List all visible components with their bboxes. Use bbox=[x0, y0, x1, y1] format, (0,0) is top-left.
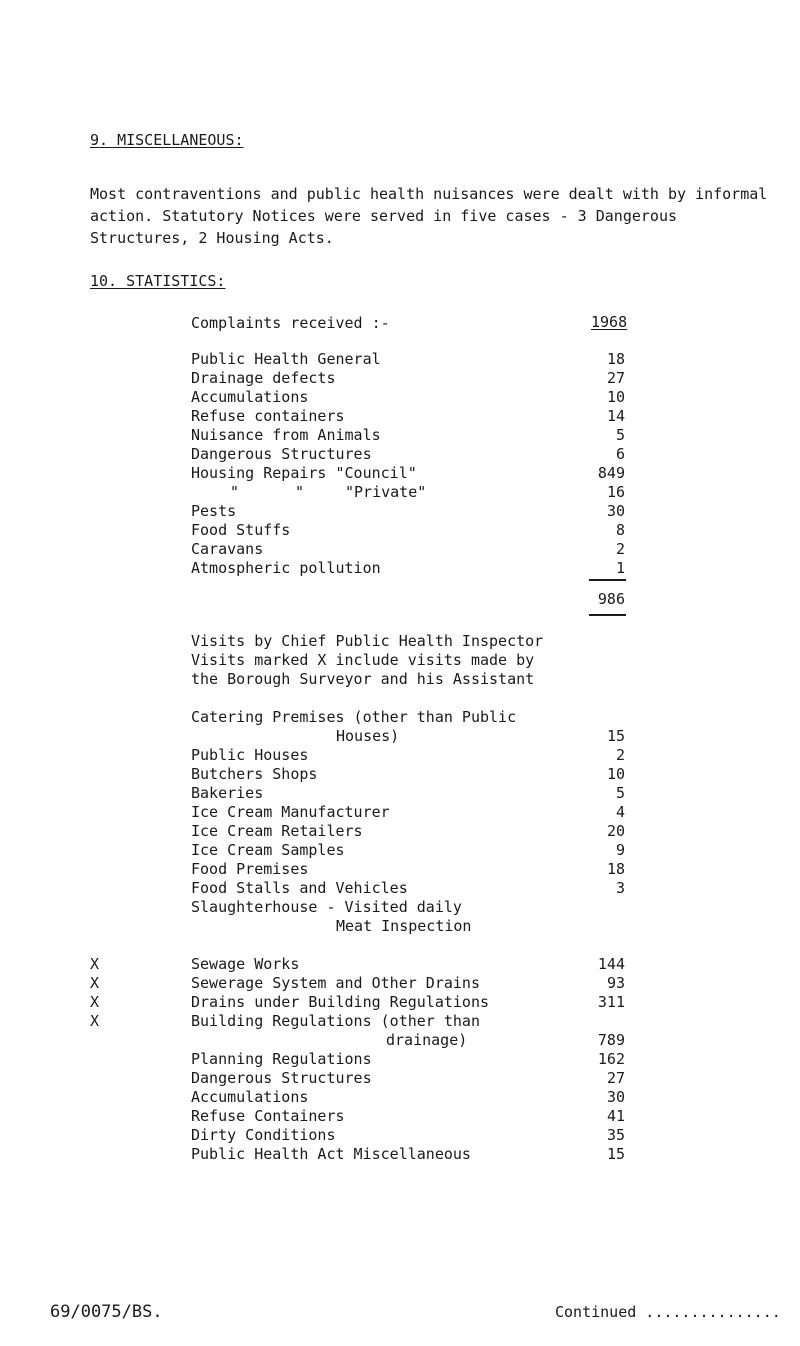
visit-value: 93 bbox=[606, 974, 625, 992]
ditto-mark: " bbox=[230, 483, 240, 501]
visits-heading-text: the Borough Surveyor and his Assistant bbox=[191, 670, 535, 688]
visit-value: 30 bbox=[606, 1088, 625, 1106]
visit-value: 162 bbox=[597, 1050, 625, 1068]
visit-value: 35 bbox=[606, 1126, 625, 1144]
visit-value: 15 bbox=[606, 727, 625, 745]
complaint-label: Refuse containers bbox=[191, 407, 345, 425]
complaint-value: 10 bbox=[606, 388, 625, 406]
visit-value: 41 bbox=[606, 1107, 625, 1125]
footer-continued: Continued ............... bbox=[555, 1303, 781, 1321]
visit-label: Planning Regulations bbox=[191, 1050, 372, 1068]
visit-label: Catering Premises (other than Public bbox=[191, 708, 517, 726]
visits-heading-text: Visits by Chief Public Health Inspector bbox=[191, 632, 544, 650]
visit-value: 3 bbox=[615, 879, 625, 897]
visit-label: Drains under Building Regulations bbox=[191, 993, 490, 1011]
visit-label: Accumulations bbox=[191, 1088, 309, 1106]
visit-label: Food Premises bbox=[191, 860, 309, 878]
visit-label: Public Houses bbox=[191, 746, 309, 764]
visit-label-continued: Meat Inspection bbox=[336, 917, 472, 935]
complaint-value: 8 bbox=[615, 521, 625, 539]
section-9-paragraph: Most contraventions and public health nuisances were dealt with by informal action. Statutory Notices were served in five cases - 3 Dangerous Structures, 2 Housing Acts. bbox=[90, 185, 768, 247]
visit-value: 311 bbox=[597, 993, 625, 1011]
visit-label: Food Stalls and Vehicles bbox=[191, 879, 408, 897]
complaint-label: Dangerous Structures bbox=[191, 445, 372, 463]
visits-heading-text: Visits marked X include visits made by bbox=[191, 651, 535, 669]
complaint-label: Public Health General bbox=[191, 350, 381, 368]
complaint-value: 14 bbox=[606, 407, 625, 425]
complaint-value: 18 bbox=[606, 350, 625, 368]
x-mark: X bbox=[90, 993, 100, 1011]
complaint-value: 30 bbox=[606, 502, 625, 520]
complaint-value: 2 bbox=[615, 540, 625, 558]
visit-label: Dirty Conditions bbox=[191, 1126, 336, 1144]
complaint-label: Atmospheric pollution bbox=[191, 559, 381, 577]
complaints-total: 986 bbox=[597, 590, 625, 608]
complaint-label: Pests bbox=[191, 502, 237, 520]
visit-label: Bakeries bbox=[191, 784, 264, 802]
visit-value: 18 bbox=[606, 860, 625, 878]
visit-label: Public Health Act Miscellaneous bbox=[191, 1145, 471, 1163]
complaint-label: Food Stuffs bbox=[191, 521, 291, 539]
complaint-value: 5 bbox=[615, 426, 625, 444]
visit-value: 20 bbox=[606, 822, 625, 840]
total-rule-bottom bbox=[589, 614, 626, 616]
visit-value: 144 bbox=[597, 955, 625, 973]
complaint-label: "Private" bbox=[345, 483, 427, 501]
complaints-label: Complaints received :- bbox=[191, 314, 390, 332]
visit-value: 2 bbox=[615, 746, 625, 764]
x-mark: X bbox=[90, 1012, 100, 1030]
visit-label: Building Regulations (other than bbox=[191, 1012, 480, 1030]
visit-label: Sewage Works bbox=[191, 955, 300, 973]
year-header: 1968 bbox=[591, 313, 628, 331]
visit-label: Ice Cream Retailers bbox=[191, 822, 363, 840]
complaint-label: Housing Repairs "Council" bbox=[191, 464, 417, 482]
x-mark: X bbox=[90, 974, 100, 992]
section-9-heading: 9. MISCELLANEOUS: bbox=[90, 131, 244, 149]
visit-value: 789 bbox=[597, 1031, 625, 1049]
visit-value: 27 bbox=[606, 1069, 625, 1087]
visit-label-continued: Houses) bbox=[336, 727, 400, 745]
complaint-value: 16 bbox=[606, 483, 625, 501]
complaint-label: Drainage defects bbox=[191, 369, 336, 387]
complaint-value: 6 bbox=[615, 445, 625, 463]
visit-value: 4 bbox=[615, 803, 625, 821]
section-10-heading: 10. STATISTICS: bbox=[90, 272, 226, 290]
visit-label: Dangerous Structures bbox=[191, 1069, 372, 1087]
visit-value: 9 bbox=[615, 841, 625, 859]
complaint-value: 849 bbox=[597, 464, 625, 482]
complaint-value: 1 bbox=[615, 559, 625, 577]
visit-label: Refuse Containers bbox=[191, 1107, 345, 1125]
x-mark: X bbox=[90, 955, 100, 973]
visit-label: Ice Cream Manufacturer bbox=[191, 803, 390, 821]
visit-value: 10 bbox=[606, 765, 625, 783]
visit-value: 5 bbox=[615, 784, 625, 802]
complaint-value: 27 bbox=[606, 369, 625, 387]
visit-label: Butchers Shops bbox=[191, 765, 318, 783]
complaint-label: Nuisance from Animals bbox=[191, 426, 381, 444]
visit-label-continued: drainage) bbox=[386, 1031, 468, 1049]
visit-label: Sewerage System and Other Drains bbox=[191, 974, 480, 992]
ditto-mark: " bbox=[295, 483, 305, 501]
visit-label: Slaughterhouse - Visited daily bbox=[191, 898, 462, 916]
complaint-label: Caravans bbox=[191, 540, 264, 558]
visit-value: 15 bbox=[606, 1145, 625, 1163]
visit-label: Ice Cream Samples bbox=[191, 841, 345, 859]
footer-reference: 69/0075/BS. bbox=[50, 1302, 163, 1322]
total-rule-top bbox=[589, 579, 626, 581]
complaint-label: Accumulations bbox=[191, 388, 309, 406]
